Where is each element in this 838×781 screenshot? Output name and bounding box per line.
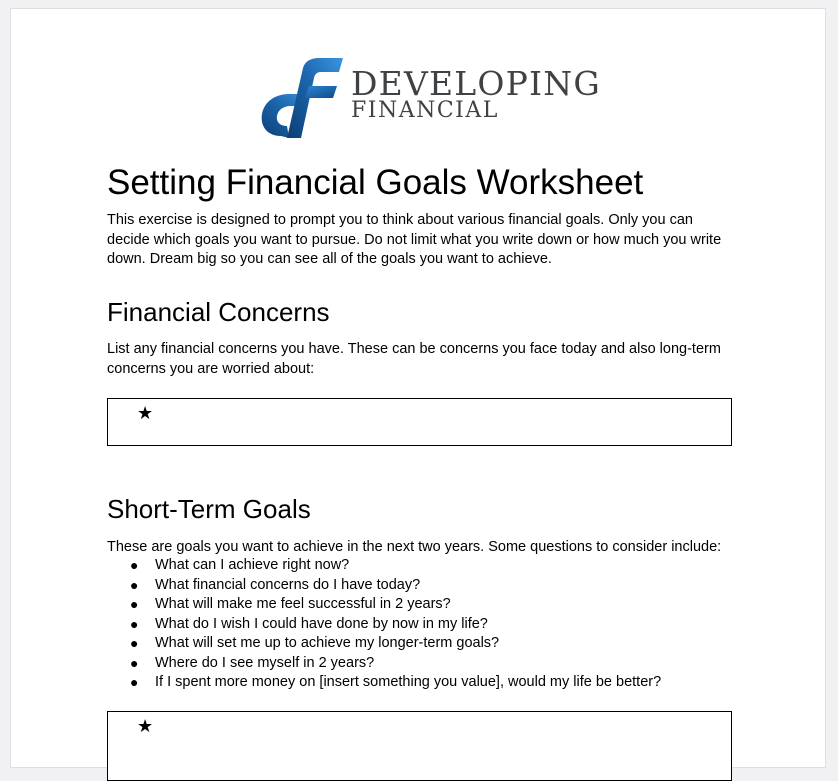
question-text: What will set me up to achieve my longer-term goals? [155,635,500,651]
question-text: Where do I see myself in 2 years? [155,654,375,671]
list-item [130,615,661,635]
bullet-icon: ● [130,596,139,612]
question-text: What will make me feel successful in 2 years? [155,596,451,612]
question-text: What do I wish I could have done by now in my life? [155,615,488,632]
star-icon: ★ [137,403,154,424]
financial-concerns-instructions: List any financial concerns you have. These can be concerns you face today and also long-term concerns you are worried about: [107,341,721,377]
question-text: What can I achieve right now? [155,557,350,573]
bullet-icon: ● [130,615,139,632]
star-icon: ★ [137,716,154,737]
company-logo [259,58,601,142]
logo-wordmark-line2: FINANCIAL [351,98,499,123]
short-term-goals-instructions: These are goals you want to achieve in the next two years. Some questions to consider include: [107,539,722,555]
question-text: If I spent more money on [insert something you value], would my life be better? [155,674,662,690]
short-term-questions-list [130,556,661,693]
list-item [130,673,661,693]
bullet-icon: ● [130,674,139,690]
list-item [130,576,661,596]
document-title: Setting Financial Goals Worksheet [107,163,644,202]
list-item [130,595,661,615]
intro-paragraph: This exercise is designed to prompt you to think about various financial goals. Only you can decide which goals you want to pursue. Do not limit what you write down or how much you write down. Dream big so you can see all of the goals you want to achieve. [107,212,722,267]
list-item [130,634,661,654]
short-term-goals-heading: Short-Term Goals [107,494,311,524]
financial-concerns-answer-box[interactable] [107,398,732,446]
developing-financial-logo-icon [259,58,343,138]
bullet-icon: ● [130,557,139,573]
financial-concerns-heading: Financial Concerns [107,297,330,327]
bullet-icon: ● [130,576,139,593]
bullet-icon: ● [130,654,139,671]
short-term-goals-answer-box[interactable] [107,711,732,781]
logo-wordmark-line1: DEVELOPING [351,64,601,103]
list-item [130,556,661,576]
document-page [10,8,826,768]
bullet-icon: ● [130,635,139,651]
list-item [130,654,661,674]
question-text: What financial concerns do I have today? [155,576,421,593]
